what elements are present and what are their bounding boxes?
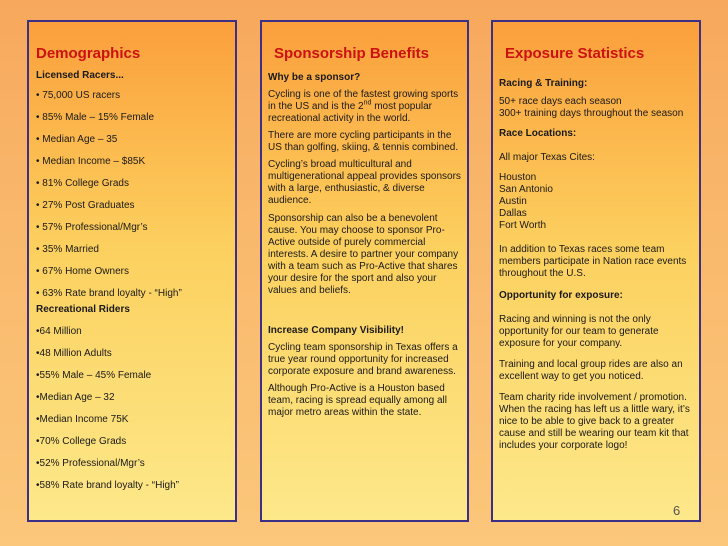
list-item: • 75,000 US racers bbox=[36, 90, 121, 101]
visibility-paragraph-2: Although Pro-Active is a Houston based team, racing is spread equally among all major metro areas within the state. bbox=[268, 383, 447, 418]
race-locations-heading: Race Locations: bbox=[499, 128, 577, 139]
nation-events-text: In addition to Texas races some team members participate in Nation race events throughout the U.S. bbox=[499, 244, 687, 279]
list-item: •48 Million Adults bbox=[36, 348, 112, 359]
list-item: •52% Professional/Mgr’s bbox=[36, 458, 145, 469]
city-item: Dallas bbox=[499, 208, 527, 219]
why-paragraph-1: Cycling is one of the fastest growing sports in the US and is the 2nd most popular recreational activity in the world. bbox=[268, 89, 459, 124]
list-item: •70% College Grads bbox=[36, 436, 127, 447]
sponsorship-title: Sponsorship Benefits bbox=[274, 45, 430, 62]
list-item: •58% Rate brand loyalty - “High” bbox=[36, 480, 180, 491]
list-item: • 81% College Grads bbox=[36, 178, 129, 189]
list-item: • 27% Post Graduates bbox=[36, 200, 135, 211]
list-item: • Median Income – $85K bbox=[36, 156, 146, 167]
city-item: San Antonio bbox=[499, 184, 553, 195]
list-item: • 63% Rate brand loyalty - “High” bbox=[36, 288, 182, 299]
why-sponsor-heading: Why be a sponsor? bbox=[268, 72, 361, 83]
list-item: • 57% Professional/Mgr’s bbox=[36, 222, 148, 233]
sponsorship-body bbox=[266, 72, 463, 419]
city-item: Houston bbox=[499, 172, 537, 183]
list-item: • 85% Male – 15% Female bbox=[36, 112, 155, 123]
licensed-racers-heading: Licensed Racers... bbox=[36, 70, 124, 81]
exposure-title: Exposure Statistics bbox=[505, 45, 645, 62]
why-paragraph-3: Cycling’s broad multicultural and multigenerational appeal provides sponsors with a large, enthusiastic, & diverse audience. bbox=[268, 159, 461, 206]
opportunity-paragraph-1: Racing and winning is not the only opportunity for our team to generate exposure for your company. bbox=[499, 314, 659, 349]
exposure-panel bbox=[491, 20, 701, 522]
visibility-heading: Increase Company Visibility! bbox=[268, 325, 404, 336]
list-item: •64 Million bbox=[36, 326, 82, 337]
opportunity-paragraph-3: Team charity ride involvement / promotion. When the racing has left us a little wary, it’s nice to be able to give back to a greater cause and still be wearing our team kit that includes your corporate logo! bbox=[499, 392, 690, 451]
list-item: • Median Age – 35 bbox=[36, 134, 118, 145]
racing-line: 50+ race days each season bbox=[499, 96, 622, 107]
sponsorship-panel bbox=[260, 20, 469, 522]
demographics-panel bbox=[27, 20, 237, 522]
list-item: • 67% Home Owners bbox=[36, 266, 129, 277]
city-item: Fort Worth bbox=[499, 220, 547, 231]
locations-intro: All major Texas Cites: bbox=[499, 152, 595, 163]
list-item: • 35% Married bbox=[36, 244, 99, 255]
racing-training-heading: Racing & Training: bbox=[499, 78, 588, 89]
demographics-list bbox=[33, 70, 231, 492]
opportunity-heading: Opportunity for exposure: bbox=[499, 290, 623, 301]
list-item: •Median Income 75K bbox=[36, 414, 129, 425]
demographics-title: Demographics bbox=[36, 45, 141, 62]
page-number: 6 bbox=[673, 503, 681, 518]
city-item: Austin bbox=[499, 196, 527, 207]
recreational-riders-heading: Recreational Riders bbox=[36, 304, 130, 315]
why-paragraph-4: Sponsorship can also be a benevolent cause. You may choose to sponsor Pro-Active outside of purely commercial interests. A desire to partner your company with a team such as Pro-Active that shares your desire for the sport and also your values and beliefs. bbox=[268, 213, 459, 296]
visibility-paragraph-1: Cycling team sponsorship in Texas offers a true year round opportunity for increased corporate exposure and brand awareness. bbox=[268, 342, 458, 377]
racing-line: 300+ training days throughout the season bbox=[499, 108, 684, 119]
why-paragraph-2: There are more cycling participants in the US than golfing, skiing, & tennis combined. bbox=[268, 130, 459, 153]
exposure-body bbox=[497, 78, 695, 452]
list-item: •55% Male – 45% Female bbox=[36, 370, 152, 381]
list-item: •Median Age – 32 bbox=[36, 392, 115, 403]
opportunity-paragraph-2: Training and local group rides are also an excellent way to get you noticed. bbox=[499, 359, 683, 382]
